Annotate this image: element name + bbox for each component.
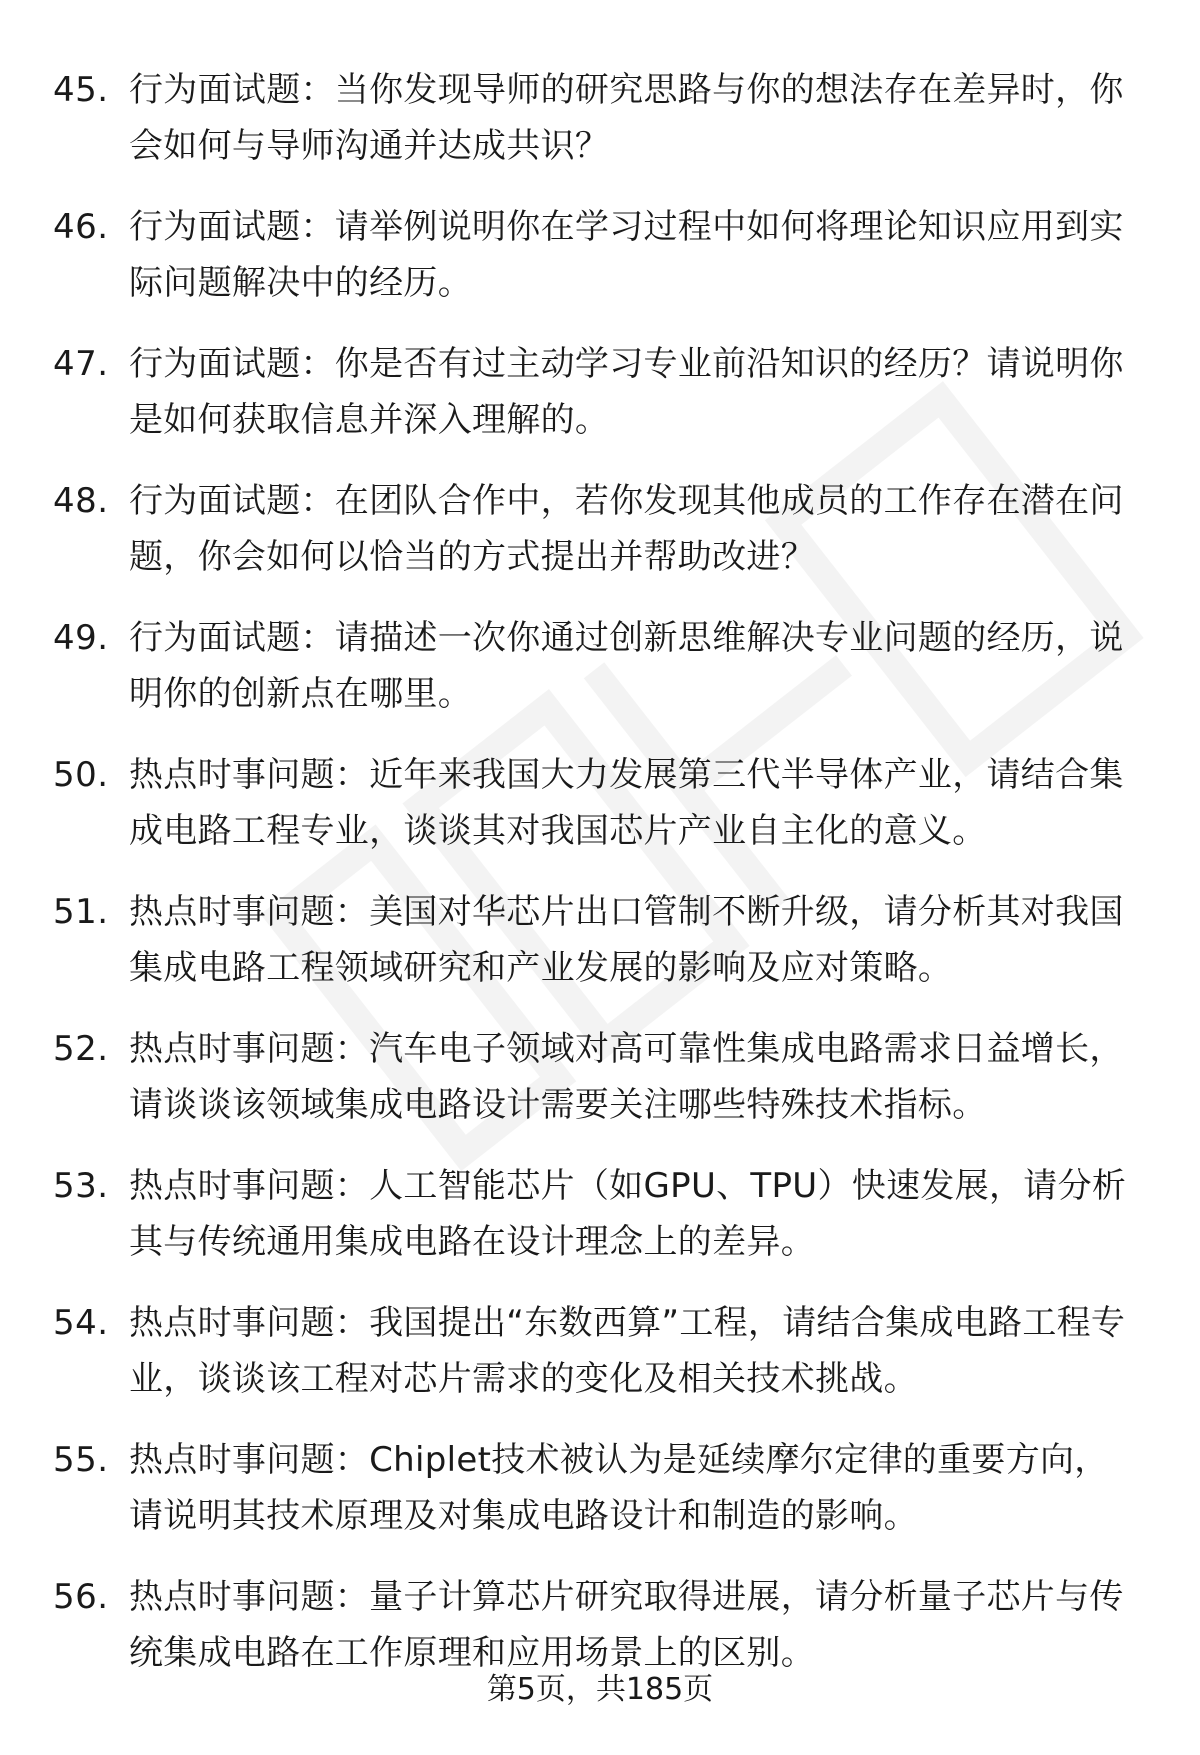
- question-number: 49.: [53, 618, 109, 658]
- question-number: 55.: [53, 1440, 109, 1480]
- question-number: 52.: [53, 1029, 109, 1069]
- question-text: 热点时事问题：汽车电子领域对高可靠性集成电路需求日益增长，请谈谈该领域集成电路设计需要关注哪些特殊技术指标。: [129, 1029, 1124, 1125]
- question-text: 热点时事问题：量子计算芯片研究取得进展，请分析量子芯片与传统集成电路在工作原理和应用场景上的区别。: [129, 1577, 1124, 1673]
- question-text: 行为面试题：请描述一次你通过创新思维解决专业问题的经历，说明你的创新点在哪里。: [129, 618, 1124, 714]
- question-number: 51.: [53, 892, 109, 932]
- page-footer: 第5页，共185页: [486, 1672, 714, 1707]
- question-number: 48.: [53, 481, 109, 521]
- question-number: 46.: [53, 207, 109, 247]
- question-text: 行为面试题：请举例说明你在学习过程中如何将理论知识应用到实际问题解决中的经历。: [129, 207, 1124, 303]
- question-text: 行为面试题：当你发现导师的研究思路与你的想法存在差异时，你会如何与导师沟通并达成共识？: [129, 70, 1124, 166]
- question-list: [0, 56, 1200, 1700]
- question-number: 45.: [53, 70, 109, 110]
- question-item: [0, 1289, 1200, 1426]
- question-item: [0, 1426, 1200, 1563]
- question-text: 热点时事问题：美国对华芯片出口管制不断升级，请分析其对我国集成电路工程领域研究和产业发展的影响及应对策略。: [129, 892, 1124, 988]
- question-number: 56.: [53, 1577, 109, 1617]
- question-number: 53.: [53, 1166, 109, 1206]
- question-item: [0, 56, 1200, 193]
- question-item: [0, 1152, 1200, 1289]
- question-text: 热点时事问题：我国提出“东数西算”工程，请结合集成电路工程专业，谈谈该工程对芯片需求的变化及相关技术挑战。: [129, 1303, 1126, 1399]
- question-item: [0, 1015, 1200, 1152]
- question-text: 热点时事问题：近年来我国大力发展第三代半导体产业，请结合集成电路工程专业，谈谈其对我国芯片产业自主化的意义。: [129, 755, 1124, 851]
- question-number: 47.: [53, 344, 109, 384]
- question-item: [0, 604, 1200, 741]
- question-item: [0, 467, 1200, 604]
- question-item: [0, 330, 1200, 467]
- question-text: 行为面试题：在团队合作中，若你发现其他成员的工作存在潜在问题，你会如何以恰当的方式提出并帮助改进？: [129, 481, 1124, 577]
- question-text: 热点时事问题：人工智能芯片（如GPU、TPU）快速发展，请分析其与传统通用集成电路在设计理念上的差异。: [129, 1166, 1127, 1262]
- question-item: [0, 741, 1200, 878]
- question-item: [0, 878, 1200, 1015]
- question-number: 54.: [53, 1303, 109, 1343]
- question-text: 热点时事问题：Chiplet技术被认为是延续摩尔定律的重要方向，请说明其技术原理及对集成电路设计和制造的影响。: [129, 1440, 1109, 1536]
- question-number: 50.: [53, 755, 109, 795]
- question-item: [0, 193, 1200, 330]
- question-text: 行为面试题：你是否有过主动学习专业前沿知识的经历？请说明你是如何获取信息并深入理解的。: [129, 344, 1124, 440]
